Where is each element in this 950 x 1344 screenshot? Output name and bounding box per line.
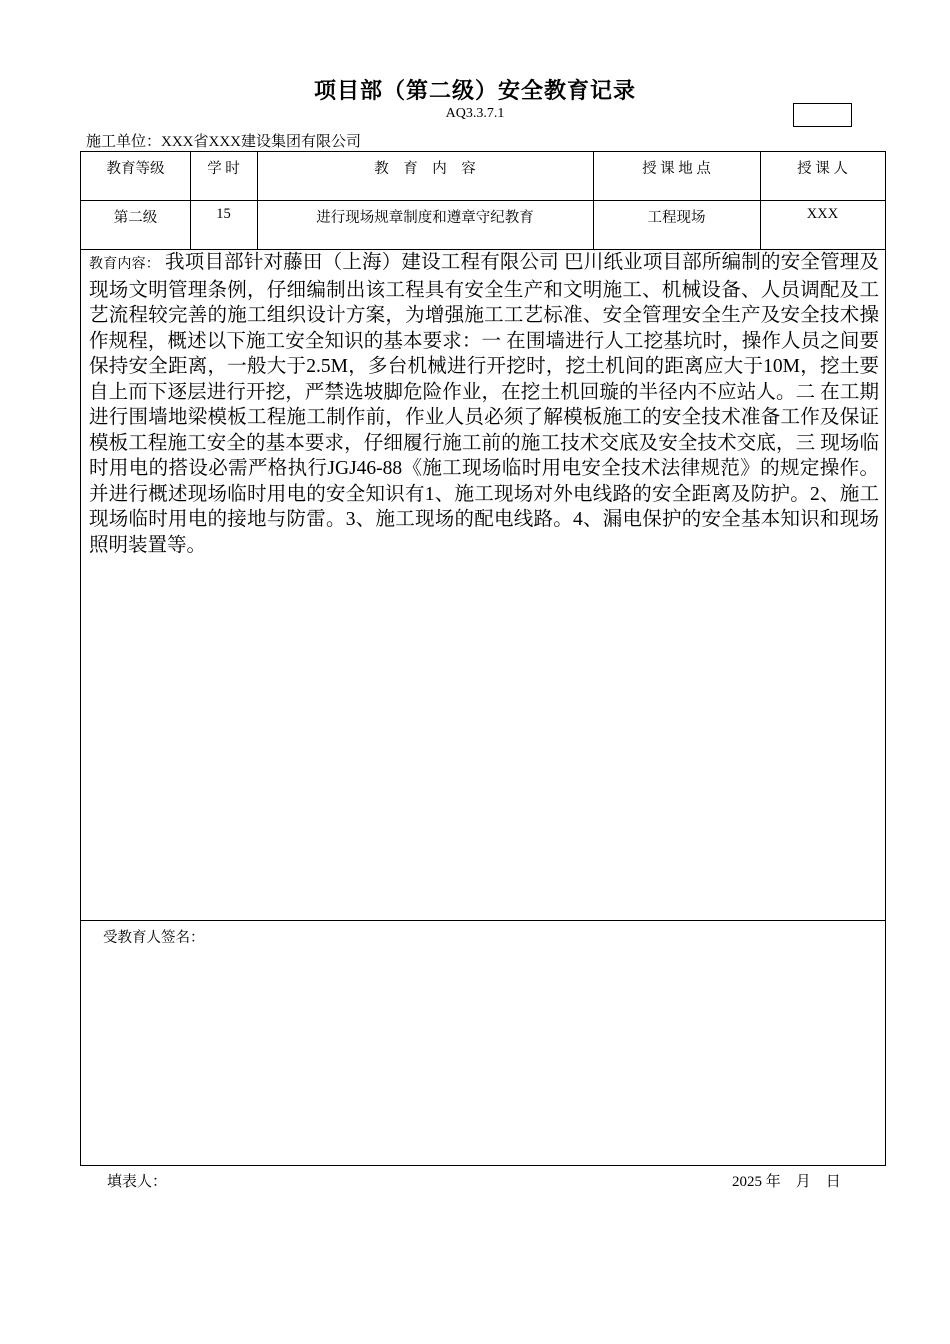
record-number-box xyxy=(793,103,852,127)
header-location: 授 课 地 点 xyxy=(642,161,711,177)
signature-label: 受教育人签名： xyxy=(103,930,205,946)
cell-location: 工程现场 xyxy=(647,210,706,226)
content-label: 教育内容： xyxy=(89,257,160,272)
cell-hours: 15 xyxy=(216,206,231,222)
row-divider xyxy=(81,200,885,201)
header-instructor: 授 课 人 xyxy=(797,161,848,177)
cell-content: 进行现场规章制度和遵章守纪教育 xyxy=(316,210,534,226)
date-text: 2025 年 月 日 xyxy=(732,1174,841,1190)
construction-unit: 施工单位：XXX省XXX建设集团有限公司 xyxy=(86,134,361,150)
header-level: 教育等级 xyxy=(106,161,165,177)
document-code: AQ3.3.7.1 xyxy=(445,106,505,121)
filler-label: 填表人： xyxy=(107,1174,168,1190)
cell-instructor: XXX xyxy=(806,206,839,222)
header-hours: 学 时 xyxy=(207,161,240,177)
content-text: 我项目部针对藤田（上海）建设工程有限公司 巴川纸业项目部所编制的安全管理及现场文明管理条例，仔细编制出该工程具有安全生产和文明施工、机械设备、人员调配及工艺流程较完善的施工组织设计方案，为增强施工工艺标准、安全管理安全生产及安全技术操作规程，概述以下施工安全知识的基本要求：一 在围墙进行人工挖基坑时，操作人员之间要保持安全距离，一般大于2.5M，多台机械进行开挖时，挖土机间的距离应大于10M，挖土要自上而下逐层进行开挖，严禁选坡脚危险作业，在挖土机回璇的半径内不应站人。二 在工期进行围墙地梁模板工程施工制作前，作业人员必须了解模板施工的安全技术准备工作及保证模板工程施工安全的基本要求，仔细履行施工前的施工技术交底及安全技术交底，三 现场临时用电的搭设必需严格执行JGJ46-88《施工现场临时用电安全技术法律规范》的规定操作。并进行概述现场临时用电的安全知识有1、施工现场对外电线路的安全距离及防护。2、施工现场临时用电的接地与防雷。3、施工现场的配电线路。4、漏电保护的安全基本知识和现场照明装置等。 xyxy=(89,252,879,556)
education-content xyxy=(89,250,879,558)
header-content: 教 育 内 容 xyxy=(374,161,476,177)
record-table xyxy=(80,151,886,1166)
row-divider xyxy=(81,920,885,921)
document-title: 项目部（第二级）安全教育记录 xyxy=(313,78,636,103)
cell-level: 第二级 xyxy=(113,210,158,226)
